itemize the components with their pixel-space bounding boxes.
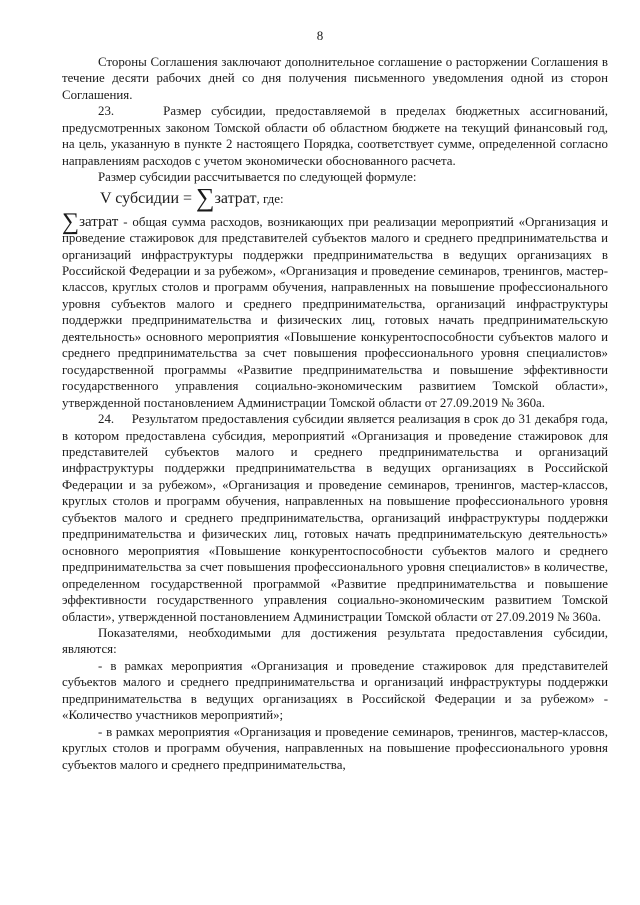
definition-symbol [62,208,119,235]
paragraph-23: 23. Размер субсидии, предоставляемой в пределах бюджетных ассигнований, предусмотренных законом Томской области об областном бюджете на текущий финансовый год, на цель, указанную в пункте 2 настоящего Порядка, соответствует сумме, определенной согласно направлениям расходов с учетом экономически обоснованного расчета. [62,104,608,168]
subsidy-formula [62,182,608,212]
formula-lhs: V субсидии = [100,189,197,207]
page-number: 8 [316,28,324,43]
list-item-indicator-2: - в рамках мероприятия «Организация и проведение семинаров, тренингов, мастер-классов, круглых столов и программ обучения, направленных на повышение профессионального уровня субъектов малого и среднего предпринимательства, [62,724,608,772]
definition-term: затрат [79,213,119,230]
definition-sum-icon: ∑ [62,208,80,235]
paragraph-formula-intro: Размер субсидии рассчитывается по следующей формуле: [98,170,417,185]
formula-suffix: , где: [256,190,284,206]
document-body [62,54,608,773]
sum-symbol-icon: ∑ [196,182,215,212]
list-item-indicator-1: - в рамках мероприятия «Организация и проведение стажировок для представителей субъектов малого и среднего предпринимательства и организаций инфраструктуры поддержки предпринимательства в ведущих организациях в Российской Федерации и за рубежом» - «Количество участников мероприятий»; [62,658,608,723]
paragraph-24: 24. Результатом предоставления субсидии является реализация в срок до 31 декабря года, в котором предоставлена субсидия, мероприятий «Организация и проведение стажировок для представителей субъектов малого и среднего предпринимательства и организаций инфраструктуры поддержки предпринимательства в ведущих организациях в Российской Федерации и за рубежом», «Организация и проведение семинаров, тренингов, мастер-классов, круглых столов и программ обучения, направленных на повышение профессионального уровня субъектов малого и среднего предпринимательства, организаций инфраструктуры поддержки предпринимательства и физических лиц, готовых начать предпринимательскую деятельность» основного мероприятия «Повышение конкурентоспособности субъектов малого и среднего предпринимательства за счет повышения профессионального уровня специалистов» в количестве, определенном государственной программой «Развитие предпринимательства и повышение эффективности государственного управления социально-экономическим развитием Томской области», утвержденной постановлением Администрации Томской области от 27.09.2019 № 360а. [62,412,608,624]
formula-rhs: затрат [214,189,257,207]
paragraph-termination: Стороны Соглашения заключают дополнительное соглашение о расторжении Соглашения в течение десяти рабочих дней со дня получения письменного уведомления одной из сторон Соглашения. [62,55,608,102]
definition-text: - общая сумма расходов, возникающих при реализации мероприятий «Организация и проведение стажировок для представителей субъектов малого и среднего предпринимательства и организаций инфраструктуры поддержки предпринимательства в ведущих организациях в Российской Федерации и за рубежом», «Организация и проведение семинаров, тренингов, мастер-классов, круглых столов и программ обучения, направленных на повышение профессионального уровня субъектов малого и среднего предпринимательства, организаций инфраструктуры поддержки предпринимательства и физических лиц, готовых начать предпринимательскую деятельность» основного мероприятия «Повышение конкурентоспособности субъектов малого и среднего предпринимательства за счет повышения профессионального уровня специалистов» государственной программы «Развитие предпринимательства и повышение эффективности государственного управления социально-экономическим развитием Томской области», утвержденной постановлением Администрации Томской области от 27.09.2019 № 360а. [62,214,608,410]
paragraph-definition [62,208,608,411]
paragraph-indicators: Показателями, необходимыми для достижения результата предоставления субсидии, являются: [62,625,608,657]
